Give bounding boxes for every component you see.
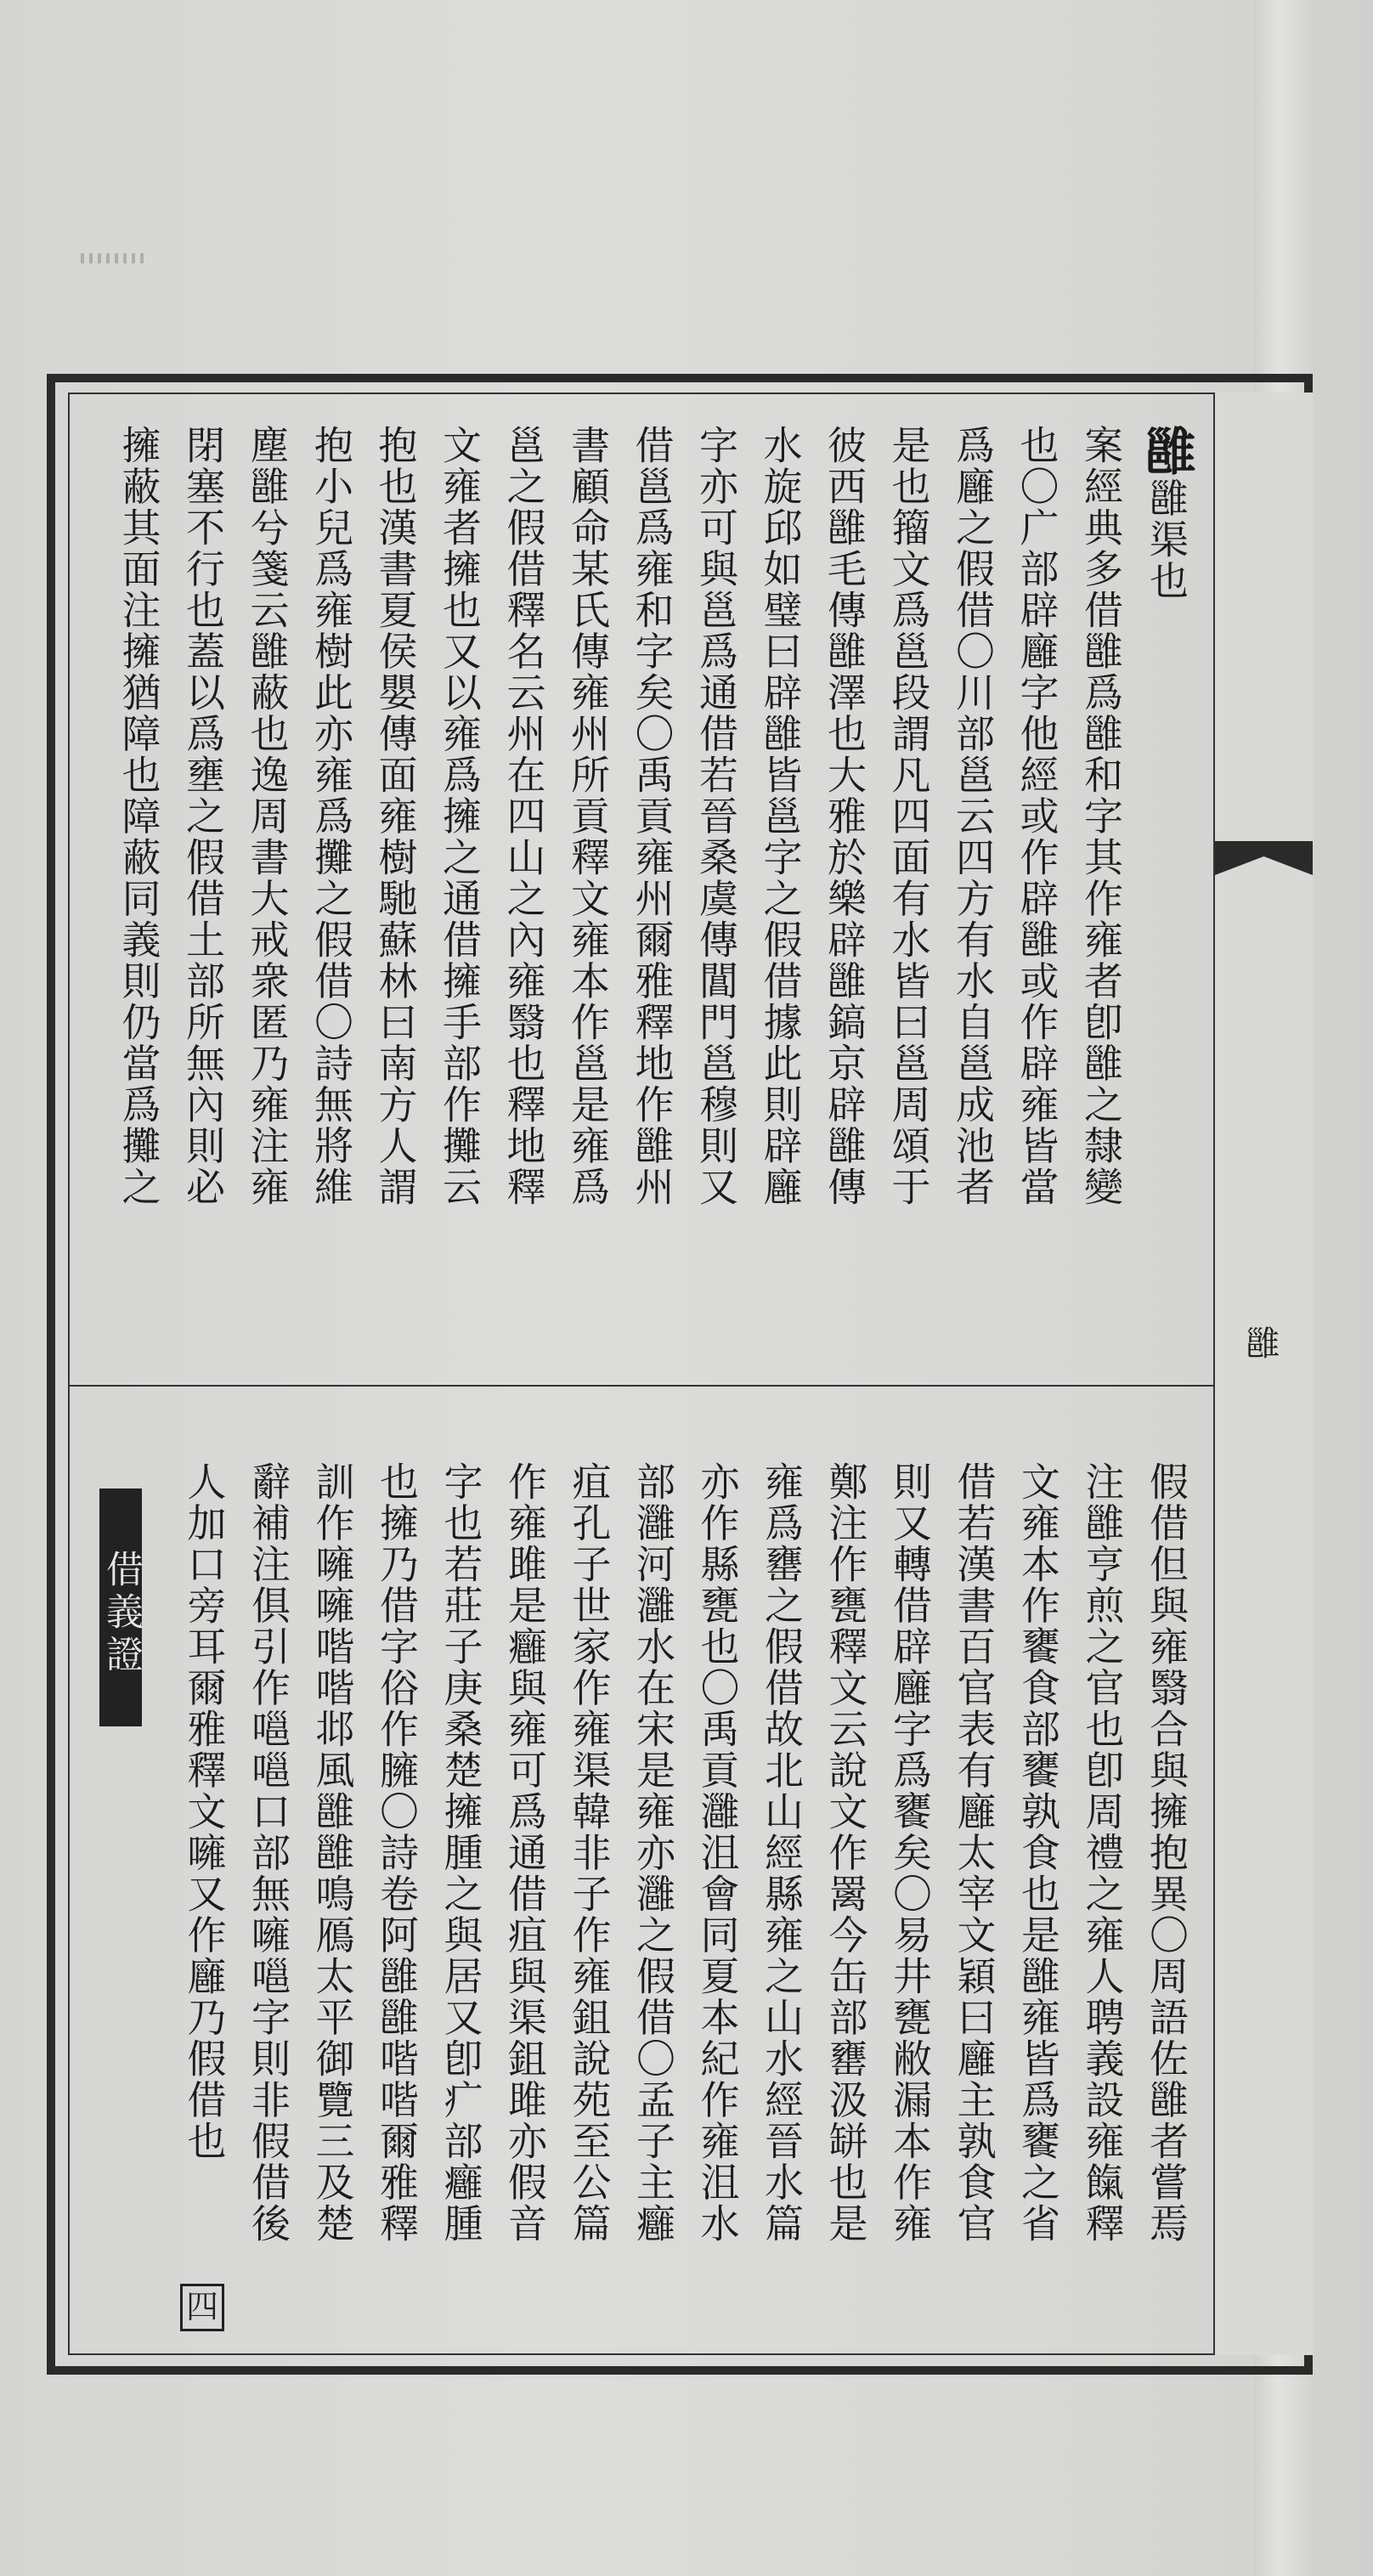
text-column: 亦作縣甕也〇禹貢灉沮會同夏本紀作雍沮水 [694,1461,741,2245]
text-column: 字也若莊子庚桑楚擁腫之與居又卽疒部癰腫 [438,1461,484,2245]
text-column: 字亦可與邕爲通借若晉桑虞傳閶門邕穆則又 [693,425,739,1208]
text-column: 借邕爲雍和字矣〇禹貢雍州爾雅釋地作雝州 [629,425,675,1208]
text-column: 書顧命某氏傳雍州所貢釋文雍本作邕是雍爲 [565,425,611,1208]
text-column: 案經典多借雝爲雝和字其作雍者卽雝之隸變 [1078,425,1124,1208]
text-column: 雍爲罋之假借故北山經縣雍之山水經晉水篇 [759,1461,805,2245]
circled-number-stamp: 四 [180,2284,224,2331]
text-column: 作雍雎是癰與雍可爲通借疽與渠鉏雎亦假音 [502,1461,548,2245]
text-column: 邕之假借釋名云州在四山之內雍翳也釋地釋 [500,425,547,1208]
text-column: 擁蔽其面注擁猶障也障蔽同義則仍當爲攤之 [116,425,162,1208]
register-divider [68,1385,1215,1387]
entry-head-column [1137,425,1196,1376]
entry-head-char: 雝 [1137,425,1196,478]
text-column: 人加口旁耳爾雅釋文噰又作廱乃假借也 [181,1461,228,2162]
text-column: 塵雝兮箋云雝蔽也逸周書大戒衆匿乃雍注雍 [244,425,291,1208]
center-margin-band [1215,393,1313,2355]
text-column: 疽孔子世家作雍渠韓非子作雍鉏說苑至公篇 [566,1461,613,2245]
text-column: 也〇广部辟廱字他經或作辟雝或作辟雍皆當 [1014,425,1060,1208]
text-column: 抱也漢書夏侯嬰傳面雍樹馳蘇林曰南方人謂 [372,425,419,1208]
text-column: 借若漢書百官表有廱太宰文穎曰廱主孰食官 [951,1461,997,2245]
text-column: 鄭注作甕釋文云說文作䍠今缶部罋汲缾也是 [822,1461,869,2245]
text-column: 是也籀文爲邕段謂凡四面有水皆曰邕周頌于 [885,425,932,1208]
text-column: 則又轉借辟廱字爲饔矣〇易井甕敝漏本作雍 [887,1461,933,2245]
ink-specks [81,253,144,263]
text-column: 注雝亨煎之官也卽周禮之雍人聘義設雍餼釋 [1079,1461,1126,2245]
text-column: 閉塞不行也蓋以爲壅之假借土部所無內則必 [180,425,226,1208]
gutter-title: 雝 [1240,1325,1280,1361]
text-column: 辭補注俱引作嗈嗈口部無噰嗈字則非假借後 [246,1461,291,2245]
entry-gloss: 雝渠也 [1144,477,1189,602]
text-column: 假借但與雍翳合與擁抱異〇周語佐雝者嘗焉 [1144,1461,1189,2245]
text-column: 部灉河灉水在宋是雍亦灉之假借〇孟子主癰 [630,1461,676,2245]
text-column: 文雍者擁也又以雍爲擁之通借擁手部作攤云 [437,425,483,1208]
text-column: 文雍本作饔食部饔孰食也是雝雍皆爲饔之省 [1015,1461,1061,2245]
text-column: 訓作噰噰喈喈邶風雝雝鳴鴈太平御覽三及楚 [309,1461,356,2245]
section-badge: 借義證 [99,1489,142,1726]
text-column: 抱小兒爲雍樹此亦雍爲攤之假借〇詩無將維 [308,425,354,1208]
text-column: 爲廱之假借〇川部邕云四方有水自邕成池者 [950,425,996,1208]
text-column: 彼西雝毛傳雝澤也大雅於樂辟雝鎬京辟雝傳 [822,425,867,1208]
text-column: 水旋邱如璧曰辟雝皆邕字之假借據此則辟廱 [757,425,804,1208]
text-column: 也擁乃借字俗作臃〇詩卷阿雝雝喈喈爾雅釋 [374,1461,420,2245]
